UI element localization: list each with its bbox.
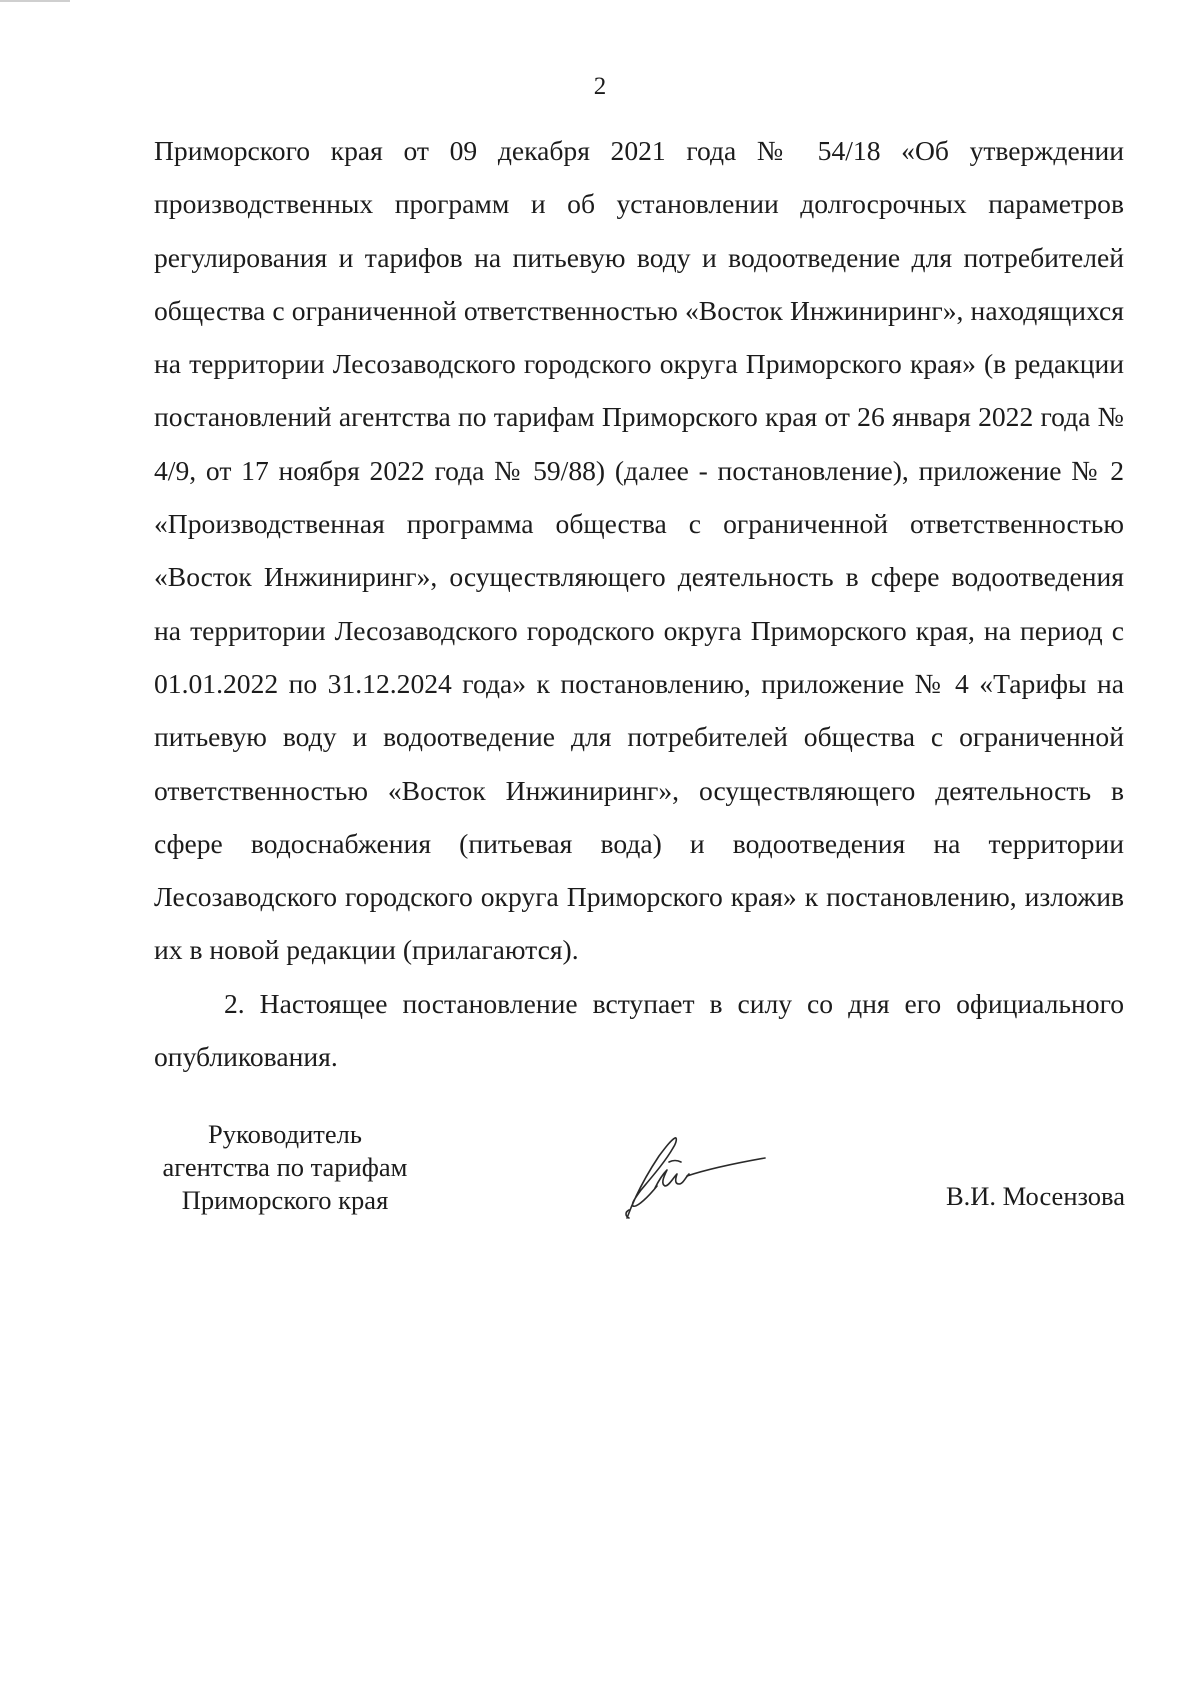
handwritten-signature	[615, 1126, 775, 1226]
scan-edge-mark	[0, 0, 70, 2]
paragraph-2: 2. Настоящее постановление вступает в силу со дня его официального опубликования.	[154, 987, 1124, 1073]
signer-position-line-2: агентства по тарифам	[162, 1152, 408, 1182]
signer-position-line-3: Приморского края	[181, 1185, 389, 1215]
signer-name: В.И. Мосензова	[945, 1181, 1125, 1211]
signer-position-line-1: Руководитель	[208, 1119, 362, 1149]
page-number: 2	[593, 73, 607, 100]
signature-block	[0, 1118, 1200, 1238]
document-body	[154, 124, 1124, 1083]
signer-position	[140, 1118, 430, 1217]
paragraph-1: Приморского края от 09 декабря 2021 года № 54/18 «Об утверждении производственных программ и об установлении долгосрочных параметров регулирования и тарифов на питьевую воду и водоотведение для потребителей общества с ограниченной ответственностью «Восток Инжиниринг», находящихся на территории Лесозаводского городского округа Приморского края» (в редакции постановлений агентства по тарифам Приморского края от 26 января 2022 года № 4/9, от 17 ноября 2022 года № 59/88) (далее - постановление), приложение № 2 «Производственная программа общества с ограниченной ответственностью «Восток Инжиниринг», осуществляющего деятельность в сфере водоотведения на территории Лесозаводского городского округа Приморского края, на период с 01.01.2022 по 31.12.2024 года» к постановлению, приложение № 4 «Тарифы на питьевую воду и водоотведение для потребителей общества с ограниченной ответственностью «Восток Инжиниринг», осуществляющего деятельность в сфере водоснабжения (питьевая вода) и водоотведения на территории Лесозаводского городского округа Приморского края» к постановлению, изложив их в новой редакции (прилагаются).	[154, 135, 1124, 966]
